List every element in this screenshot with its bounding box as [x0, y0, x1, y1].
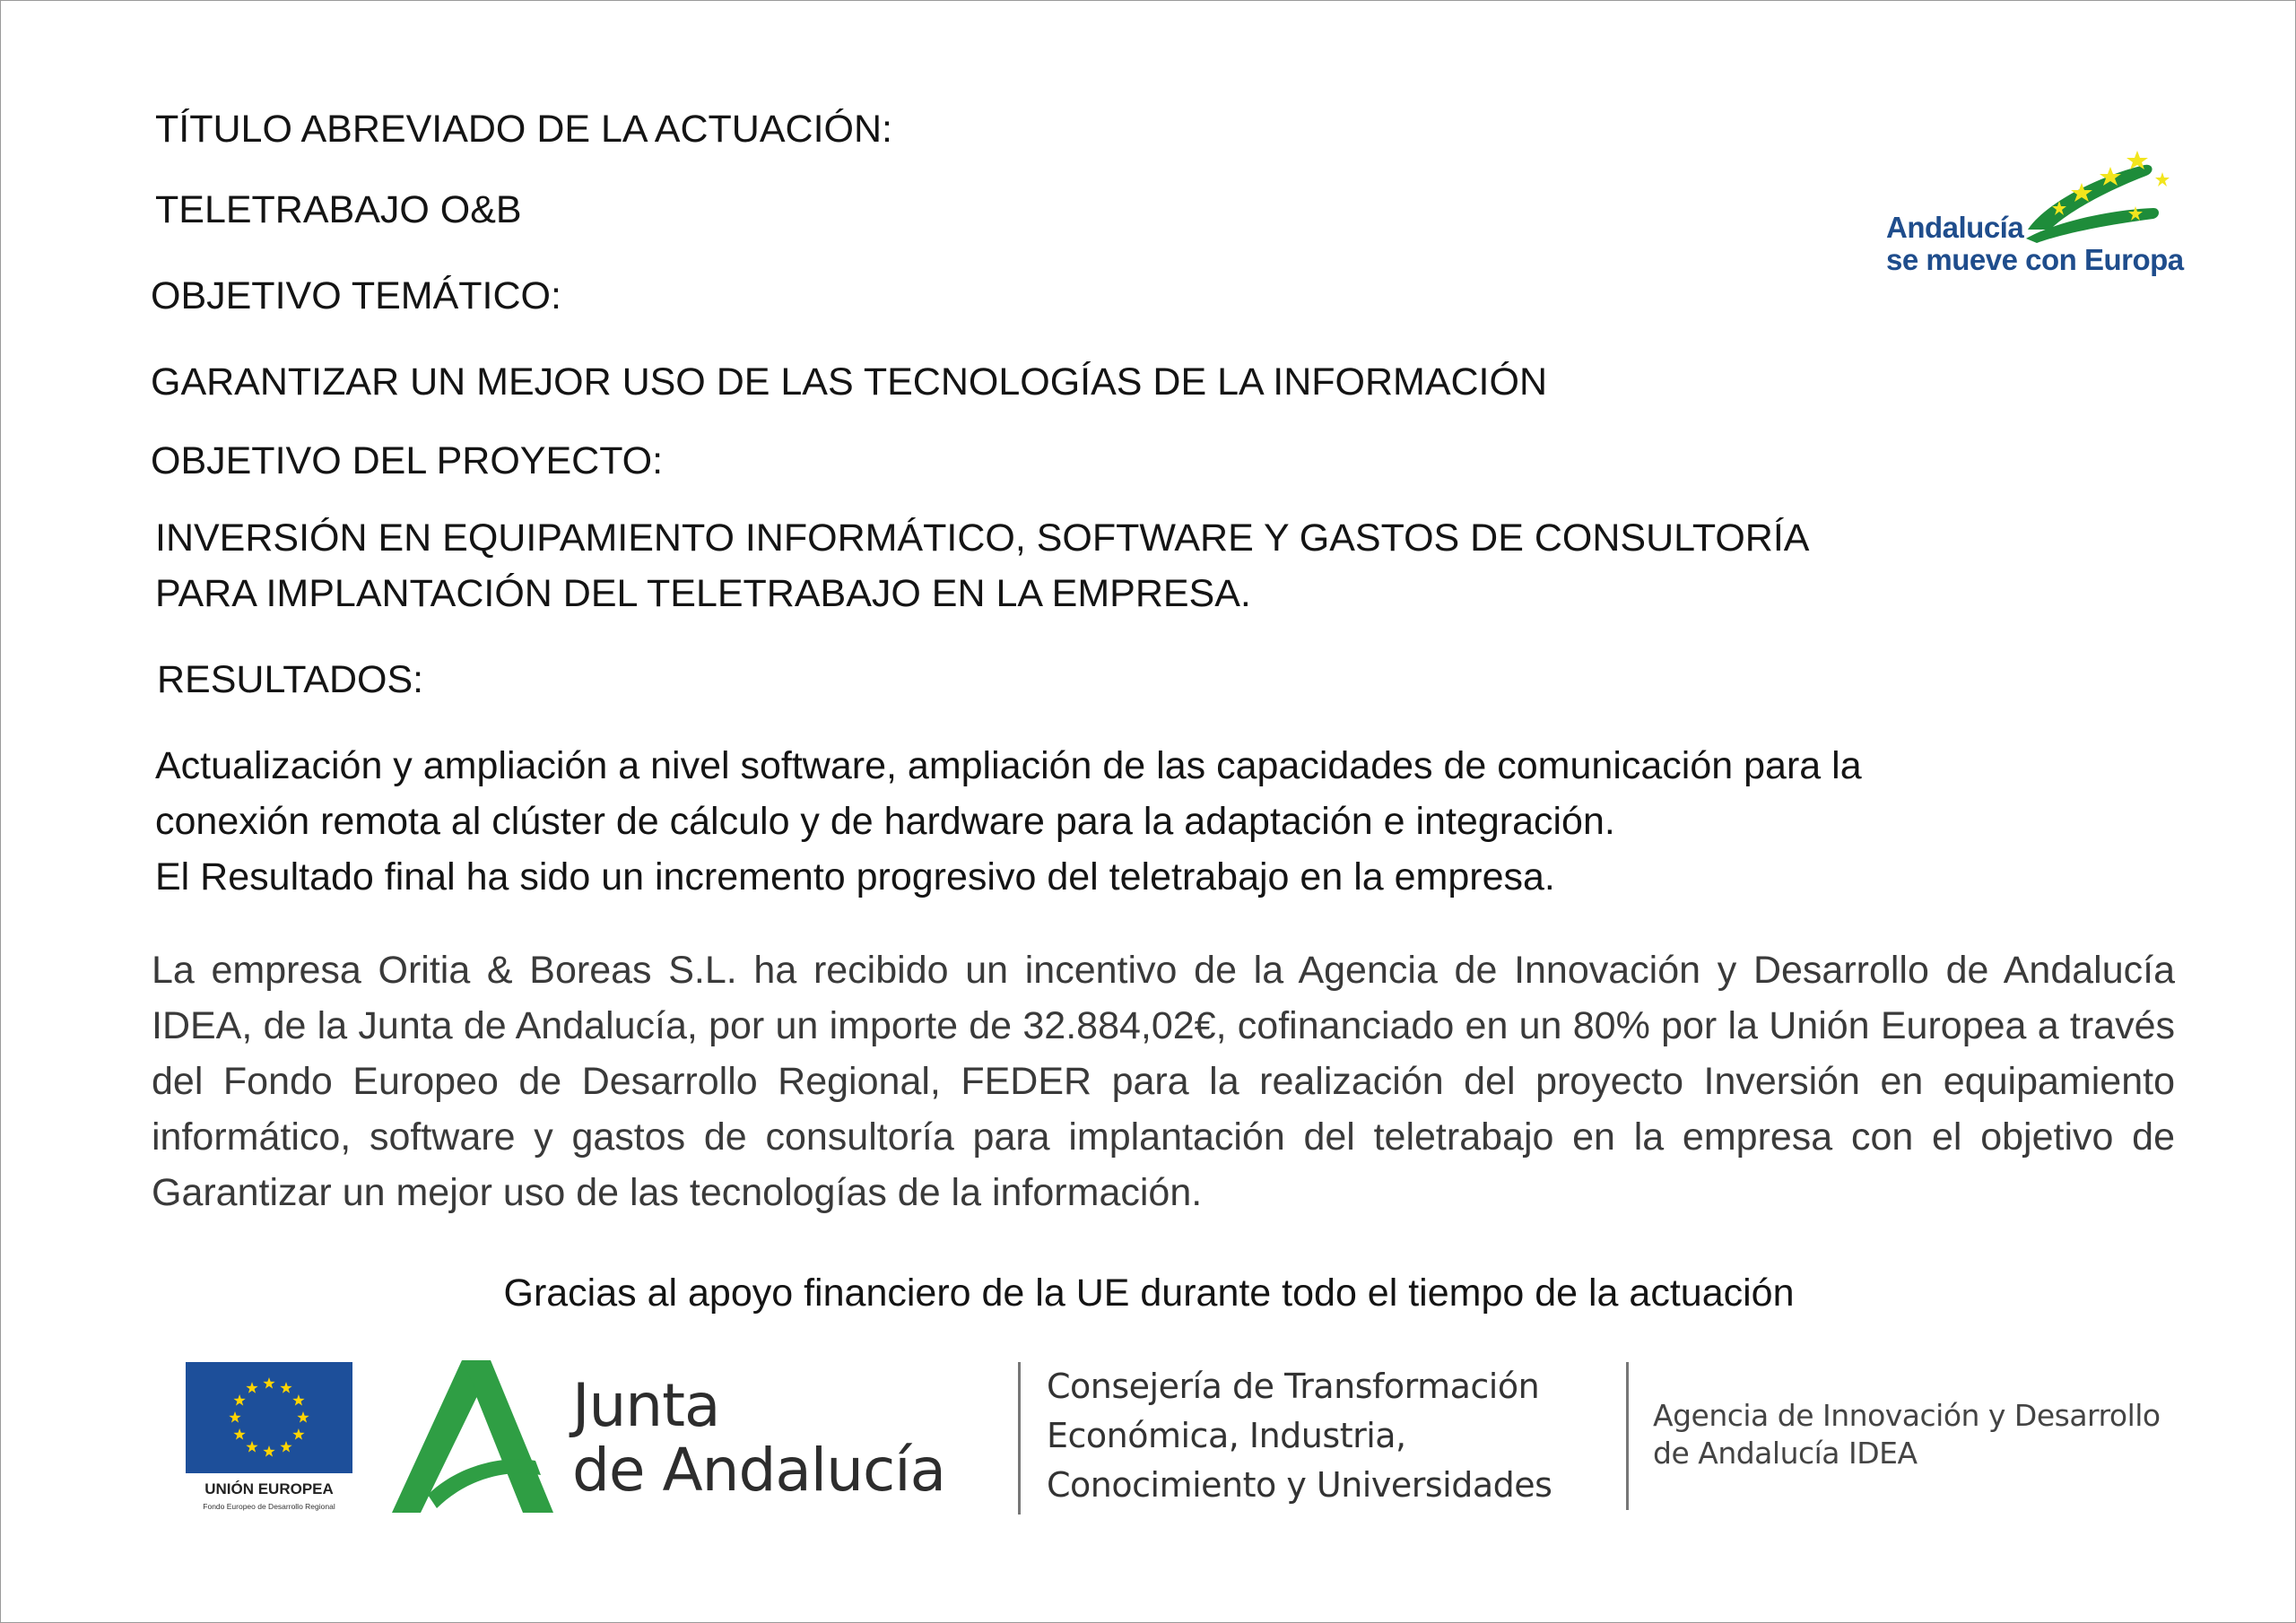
resultados-line: Actualización y ampliación a nivel software, ampliación de las capacidades de comunicación para la	[155, 744, 1862, 787]
objetivo-proyecto-line: PARA IMPLANTACIÓN DEL TELETRABAJO EN LA EMPRESA.	[155, 572, 1251, 615]
eu-star-icon	[263, 1445, 274, 1457]
junta-line1: Junta	[572, 1371, 720, 1440]
union-europea-logo	[186, 1362, 352, 1515]
eu-star-icon	[292, 1394, 304, 1406]
consejeria-text	[1047, 1362, 1552, 1510]
junta-a-icon	[392, 1360, 553, 1513]
eu-title: UNIÓN EUROPEA	[204, 1480, 334, 1497]
eu-star-icon	[280, 1441, 291, 1453]
eu-flag-icon	[186, 1362, 352, 1473]
andalucia-logo-line2: se mueve con Europa	[1886, 243, 2184, 276]
eu-star-icon	[246, 1441, 257, 1453]
eu-star-icon	[280, 1382, 291, 1393]
consejeria-line: Consejería de Transformación	[1047, 1367, 1540, 1406]
objetivo-proyecto-value	[155, 510, 1810, 621]
resultados-label: RESULTADOS:	[157, 658, 424, 701]
eu-star-icon	[246, 1382, 257, 1393]
logo-divider	[1018, 1362, 1021, 1515]
andalucia-se-mueve-con-europa-logo	[1875, 140, 2184, 292]
resultados-text	[155, 738, 1862, 905]
incentive-paragraph: La empresa Oritia & Boreas S.L. ha recibido un incentivo de la Agencia de Innovación y Desarrollo de Andalucía IDEA, de la Junta de Andalucía, por un importe de 32.884,02€, cofinanciado en un 80% por la Unión Europea a través del Fondo Europeo de Desarrollo Regional, FEDER para la realización del proyecto Inversión en equipamiento informático, software y gastos de consultoría para implantación del teletrabajo en la empresa con el objetivo de Garantizar un mejor uso de las tecnologías de la información.	[152, 949, 2175, 1214]
agencia-line: Agencia de Innovación y Desarrollo	[1653, 1398, 2161, 1433]
andalucia-logo-line1: Andalucía	[1886, 211, 2024, 244]
eu-star-icon	[292, 1428, 304, 1440]
objetivo-tematico-label: OBJETIVO TEMÁTICO:	[151, 274, 561, 317]
resultados-line: conexión remota al clúster de cálculo y de hardware para la adaptación e integración.	[155, 800, 1615, 843]
consejeria-line: Conocimiento y Universidades	[1047, 1465, 1552, 1505]
eu-star-icon	[229, 1411, 240, 1423]
junta-line2: de Andalucía	[572, 1436, 946, 1505]
thanks-text: Gracias al apoyo financiero de la UE durante todo el tiempo de la actuación	[503, 1271, 1795, 1315]
eu-star-icon	[233, 1428, 245, 1440]
agencia-idea-text	[1653, 1397, 2161, 1472]
agencia-line: de Andalucía IDEA	[1653, 1436, 1918, 1471]
consejeria-line: Económica, Industria,	[1047, 1416, 1406, 1455]
objetivo-proyecto-line: INVERSIÓN EN EQUIPAMIENTO INFORMÁTICO, SOFTWARE Y GASTOS DE CONSULTORÍA	[155, 516, 1810, 560]
eu-star-icon	[233, 1394, 245, 1406]
objetivo-proyecto-label: OBJETIVO DEL PROYECTO:	[151, 439, 664, 482]
logo-divider	[1626, 1362, 1629, 1510]
eu-subtitle: Fondo Europeo de Desarrollo Regional	[203, 1502, 335, 1511]
titulo-label: TÍTULO ABREVIADO DE LA ACTUACIÓN:	[155, 108, 892, 151]
objetivo-tematico-value: GARANTIZAR UN MEJOR USO DE LAS TECNOLOGÍAS DE LA INFORMACIÓN	[151, 360, 1548, 404]
titulo-value: TELETRABAJO O&B	[155, 188, 522, 231]
junta-de-andalucia-logo	[388, 1360, 980, 1517]
resultados-line: El Resultado final ha sido un incremento progresivo del teletrabajo en la empresa.	[155, 855, 1555, 898]
eu-stars-icon	[186, 1362, 352, 1473]
eu-star-icon	[263, 1377, 274, 1389]
eu-star-icon	[297, 1411, 309, 1423]
